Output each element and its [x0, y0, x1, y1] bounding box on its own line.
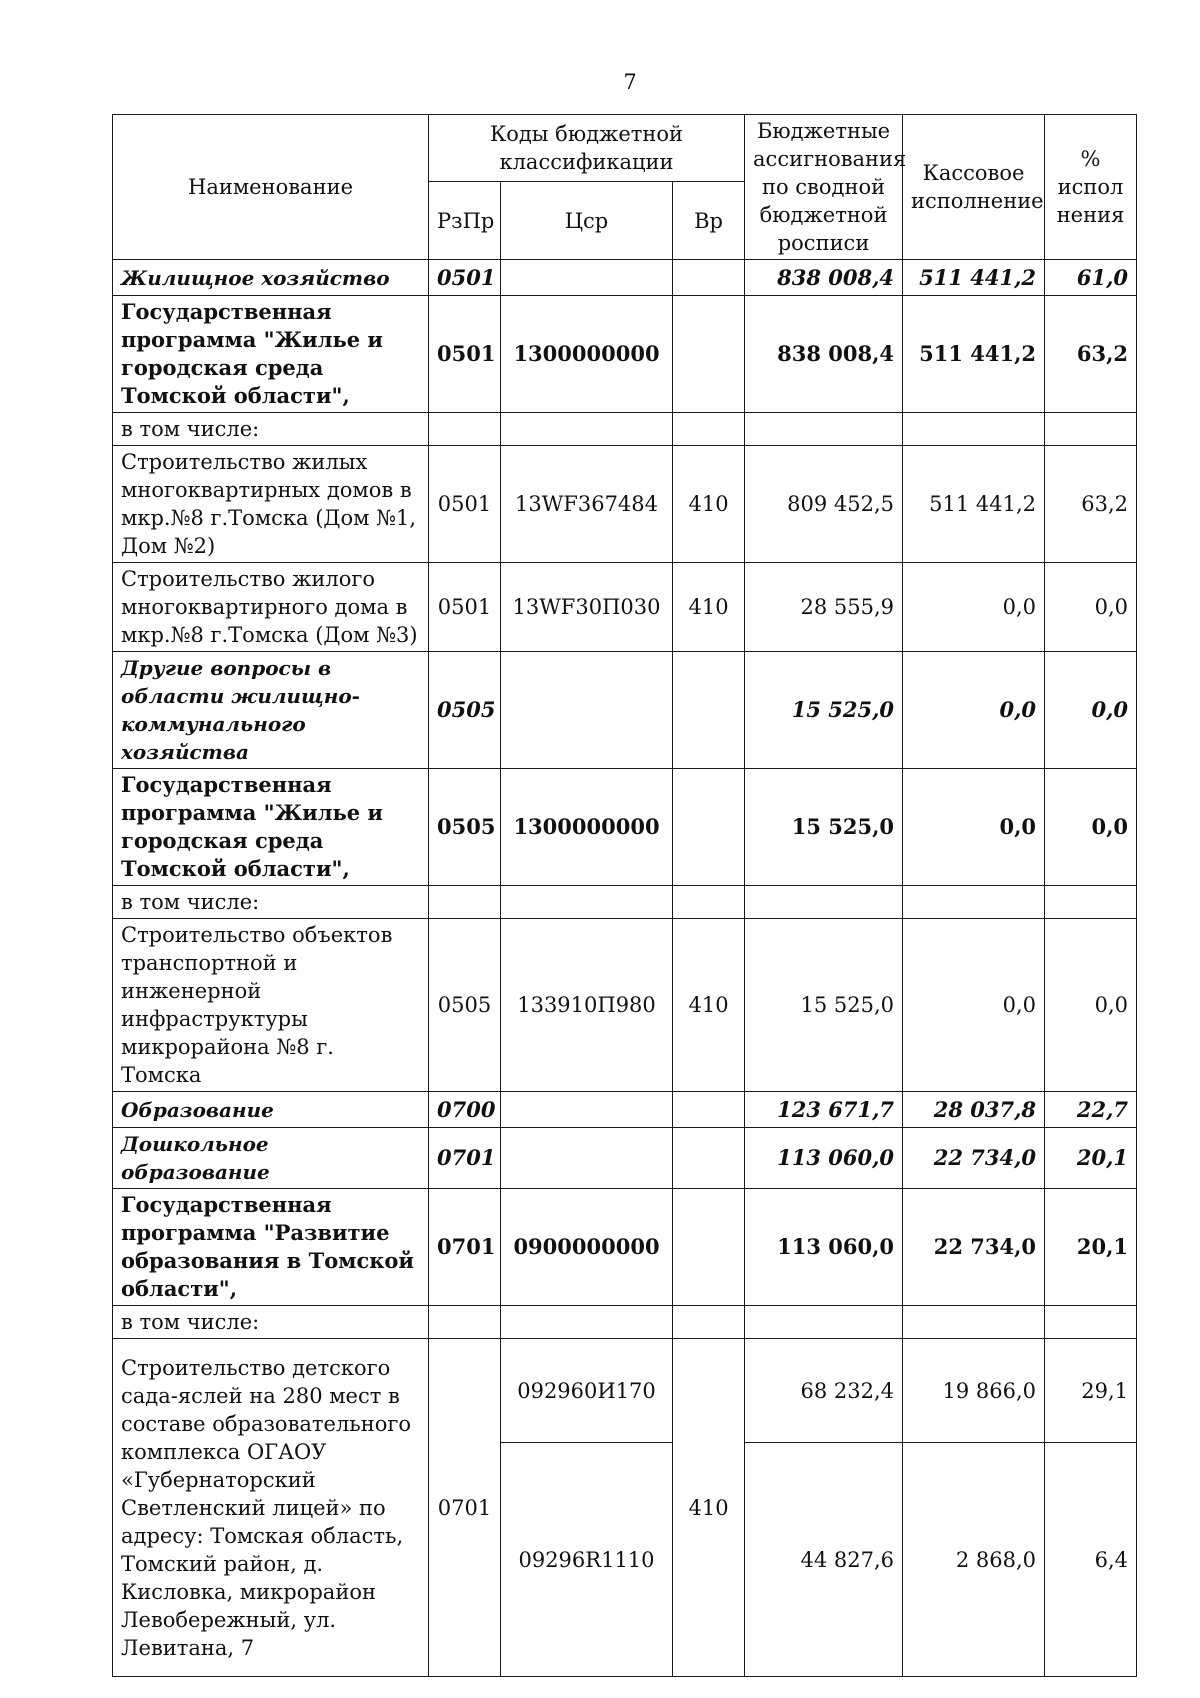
- page-number: 7: [623, 70, 637, 94]
- cell-assigned: 123 671,7: [745, 1092, 903, 1128]
- cell-csr: 1300000000: [501, 296, 673, 413]
- cell-name: Строительство жилого многоквартирного дома в мкр.№8 г.Томска (Дом №3): [113, 563, 429, 652]
- table-row: [113, 1092, 1137, 1128]
- table-row: [113, 769, 1137, 886]
- table-row: [113, 296, 1137, 413]
- cell-executed: 0,0: [903, 769, 1045, 886]
- table-row: [113, 563, 1137, 652]
- cell-name: в том числе:: [113, 413, 429, 446]
- cell-executed: [903, 1306, 1045, 1339]
- cell-csr: [501, 1092, 673, 1128]
- header-vr: Вр: [673, 182, 745, 260]
- cell-name: Строительство детского сада-яслей на 280 мест в составе образовательного комплекса ОГАОУ «Губернаторский Светленский лицей» по адресу: Томская область, Томский район, д. Кисловка, микрорайон Левобережный, ул. Левитана, 7: [113, 1339, 429, 1677]
- cell-executed: 0,0: [903, 652, 1045, 769]
- cell-percent: 0,0: [1045, 563, 1137, 652]
- cell-csr: [501, 1128, 673, 1189]
- cell-executed: 511 441,2: [903, 260, 1045, 296]
- cell-vr: 410: [673, 446, 745, 563]
- cell-assigned: 44 827,6: [745, 1443, 903, 1677]
- cell-vr: [673, 413, 745, 446]
- table-row: [113, 652, 1137, 769]
- cell-executed: 511 441,2: [903, 296, 1045, 413]
- cell-name: Строительство объектов транспортной и инженерной инфраструктуры микрорайона №8 г. Томска: [113, 919, 429, 1092]
- cell-percent: [1045, 886, 1137, 919]
- cell-assigned: 809 452,5: [745, 446, 903, 563]
- budget-execution-table: [112, 114, 1137, 1677]
- cell-percent: [1045, 413, 1137, 446]
- cell-csr: 09296R1110: [501, 1443, 673, 1677]
- cell-rzpr: 0700: [429, 1092, 501, 1128]
- cell-percent: 20,1: [1045, 1128, 1137, 1189]
- cell-executed: 22 734,0: [903, 1128, 1045, 1189]
- cell-vr: [673, 1189, 745, 1306]
- table-row: [113, 413, 1137, 446]
- cell-rzpr: 0505: [429, 652, 501, 769]
- cell-percent: 63,2: [1045, 446, 1137, 563]
- cell-vr: [673, 296, 745, 413]
- cell-percent: 29,1: [1045, 1339, 1137, 1443]
- table-row: [113, 1306, 1137, 1339]
- cell-rzpr: 0701: [429, 1339, 501, 1677]
- cell-rzpr: 0505: [429, 769, 501, 886]
- table-row: [113, 446, 1137, 563]
- table-row: [113, 919, 1137, 1092]
- cell-csr: 092960И170: [501, 1339, 673, 1443]
- cell-executed: 28 037,8: [903, 1092, 1045, 1128]
- cell-name: Образование: [113, 1092, 429, 1128]
- cell-csr: 13WF30П030: [501, 563, 673, 652]
- cell-rzpr: [429, 1306, 501, 1339]
- cell-name: в том числе:: [113, 1306, 429, 1339]
- cell-assigned: [745, 886, 903, 919]
- cell-executed: 22 734,0: [903, 1189, 1045, 1306]
- cell-csr: [501, 1306, 673, 1339]
- cell-vr: [673, 652, 745, 769]
- cell-rzpr: 0701: [429, 1189, 501, 1306]
- cell-csr: 13WF367484: [501, 446, 673, 563]
- cell-executed: 0,0: [903, 563, 1045, 652]
- cell-rzpr: 0501: [429, 563, 501, 652]
- cell-vr: [673, 260, 745, 296]
- cell-name: Жилищное хозяйство: [113, 260, 429, 296]
- cell-csr: 133910П980: [501, 919, 673, 1092]
- cell-vr: [673, 1092, 745, 1128]
- cell-assigned: 15 525,0: [745, 652, 903, 769]
- header-csr: Цср: [501, 182, 673, 260]
- cell-rzpr: [429, 886, 501, 919]
- cell-percent: 63,2: [1045, 296, 1137, 413]
- cell-assigned: 113 060,0: [745, 1189, 903, 1306]
- cell-percent: 20,1: [1045, 1189, 1137, 1306]
- cell-assigned: 68 232,4: [745, 1339, 903, 1443]
- cell-csr: 1300000000: [501, 769, 673, 886]
- table-row: [113, 1339, 1137, 1443]
- cell-csr: [501, 886, 673, 919]
- cell-rzpr: 0501: [429, 260, 501, 296]
- cell-rzpr: [429, 413, 501, 446]
- cell-name: Строительство жилых многоквартирных домов в мкр.№8 г.Томска (Дом №1, Дом №2): [113, 446, 429, 563]
- cell-rzpr: 0501: [429, 296, 501, 413]
- cell-executed: 511 441,2: [903, 446, 1045, 563]
- cell-rzpr: 0701: [429, 1128, 501, 1189]
- cell-vr: [673, 769, 745, 886]
- cell-rzpr: 0505: [429, 919, 501, 1092]
- cell-csr: [501, 652, 673, 769]
- cell-assigned: [745, 413, 903, 446]
- cell-executed: [903, 413, 1045, 446]
- cell-percent: 6,4: [1045, 1443, 1137, 1677]
- cell-percent: 22,7: [1045, 1092, 1137, 1128]
- table-row: [113, 886, 1137, 919]
- cell-percent: 0,0: [1045, 652, 1137, 769]
- cell-executed: 19 866,0: [903, 1339, 1045, 1443]
- cell-vr: 410: [673, 1339, 745, 1677]
- table-body: [113, 260, 1137, 1677]
- cell-assigned: 838 008,4: [745, 296, 903, 413]
- cell-assigned: 838 008,4: [745, 260, 903, 296]
- header-rzpr: РзПр: [429, 182, 501, 260]
- cell-executed: 2 868,0: [903, 1443, 1045, 1677]
- cell-executed: [903, 886, 1045, 919]
- cell-percent: 61,0: [1045, 260, 1137, 296]
- header-percent: % испол нения: [1045, 115, 1137, 260]
- cell-vr: [673, 886, 745, 919]
- cell-percent: 0,0: [1045, 769, 1137, 886]
- header-name: Наименование: [113, 115, 429, 260]
- cell-assigned: 113 060,0: [745, 1128, 903, 1189]
- cell-vr: 410: [673, 919, 745, 1092]
- cell-name: Государственная программа "Развитие образования в Томской области",: [113, 1189, 429, 1306]
- cell-csr: 0900000000: [501, 1189, 673, 1306]
- cell-csr: [501, 413, 673, 446]
- cell-assigned: 28 555,9: [745, 563, 903, 652]
- cell-vr: [673, 1306, 745, 1339]
- cell-name: Другие вопросы в области жилищно-коммунального хозяйства: [113, 652, 429, 769]
- table-row: [113, 260, 1137, 296]
- cell-assigned: 15 525,0: [745, 769, 903, 886]
- cell-percent: [1045, 1306, 1137, 1339]
- cell-name: Дошкольное образование: [113, 1128, 429, 1189]
- cell-name: Государственная программа "Жилье и городская среда Томской области",: [113, 296, 429, 413]
- cell-name: в том числе:: [113, 886, 429, 919]
- cell-percent: 0,0: [1045, 919, 1137, 1092]
- cell-name: Государственная программа "Жилье и городская среда Томской области",: [113, 769, 429, 886]
- cell-vr: 410: [673, 563, 745, 652]
- table-row: [113, 1189, 1137, 1306]
- cell-rzpr: 0501: [429, 446, 501, 563]
- cell-csr: [501, 260, 673, 296]
- cell-assigned: [745, 1306, 903, 1339]
- cell-assigned: 15 525,0: [745, 919, 903, 1092]
- cell-executed: 0,0: [903, 919, 1045, 1092]
- header-assigned: Бюджетные ассигнования по сводной бюджетной росписи: [745, 115, 903, 260]
- table-row: [113, 1128, 1137, 1189]
- header-codes-group: Коды бюджетной классификации: [429, 115, 745, 182]
- cell-vr: [673, 1128, 745, 1189]
- header-executed: Кассовое исполнение: [903, 115, 1045, 260]
